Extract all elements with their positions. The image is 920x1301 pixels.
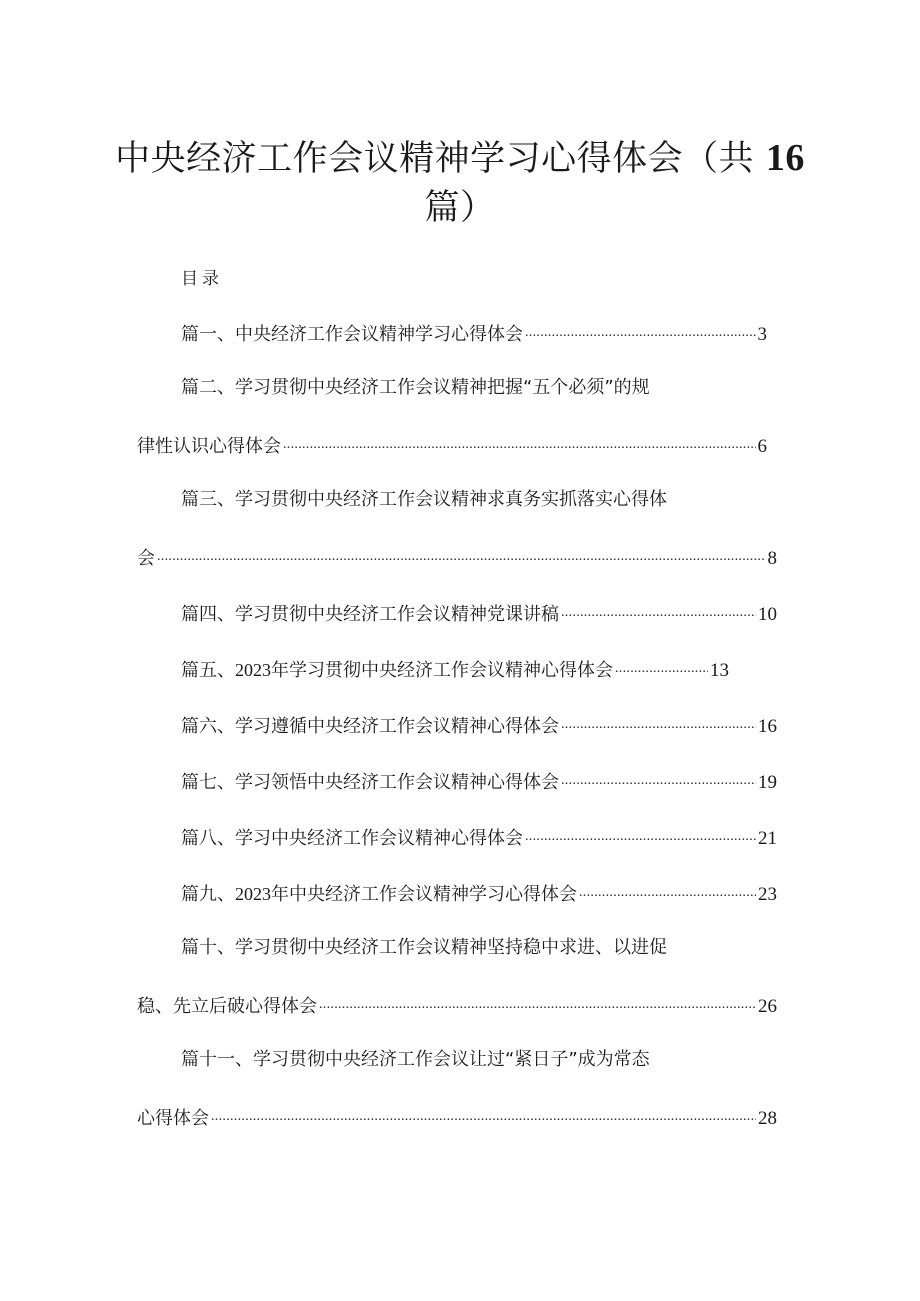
toc-entry-text: 年中央经济工作会议精神学习心得体会 <box>271 884 577 905</box>
toc-entry-11-line-1[interactable]: 篇十一、学习贯彻中央经济工作会议让过“紧日子”成为常态 <box>181 1049 650 1070</box>
toc-entry-2-line-1[interactable]: 篇二、学习贯彻中央经济工作会议精神把握“五个必须”的规 <box>181 377 650 398</box>
toc-entry-title: 稳、先立后破心得体会 <box>137 996 317 1017</box>
leader-dots <box>283 435 756 455</box>
toc-entry-page: 8 <box>767 548 777 569</box>
toc-entry-title <box>181 880 577 906</box>
toc-entry-text: 年学习贯彻中央经济工作会议精神心得体会 <box>271 660 613 681</box>
toc-entry-title <box>181 656 613 682</box>
toc-entry-title: 心得体会 <box>137 1108 209 1129</box>
toc-entry-page: 16 <box>758 716 777 737</box>
toc-entry-title: 篇一、中央经济工作会议精神学习心得体会 <box>181 324 523 345</box>
toc-entry-page: 3 <box>757 324 767 345</box>
toc-entry-page: 23 <box>758 884 777 905</box>
leader-dots <box>579 883 756 903</box>
toc-entry-page: 26 <box>758 996 777 1017</box>
toc-entry-prefix: 篇五、 <box>181 660 235 681</box>
toc-entry-page: 28 <box>758 1108 777 1129</box>
toc-heading: 目录 <box>181 269 223 289</box>
toc-entry-title: 篇七、学习领悟中央经济工作会议精神心得体会 <box>181 772 559 793</box>
leader-dots <box>615 659 708 679</box>
toc-entry-11[interactable] <box>137 1102 777 1130</box>
toc-entry-3-line-1[interactable]: 篇三、学习贯彻中央经济工作会议精神求真务实抓落实心得体 <box>181 489 667 510</box>
toc-entry-7[interactable] <box>181 766 777 794</box>
leader-dots <box>211 1107 756 1127</box>
toc-entry-5[interactable] <box>181 654 729 682</box>
toc-entry-9[interactable] <box>181 878 777 906</box>
page-title-line-2: 篇） <box>424 188 496 228</box>
toc-entry-page: 10 <box>758 604 777 625</box>
leader-dots <box>561 603 756 623</box>
toc-entry-2[interactable] <box>137 430 767 458</box>
toc-entry-prefix: 篇九、 <box>181 884 235 905</box>
leader-dots <box>561 771 756 791</box>
leader-dots <box>525 323 756 343</box>
title-text: 中央经济工作会议精神学习心得体会（共 <box>115 139 755 179</box>
toc-entry-page: 21 <box>758 828 777 849</box>
leader-dots <box>561 715 756 735</box>
toc-entry-8[interactable] <box>181 822 777 850</box>
toc-entry-3[interactable] <box>137 542 777 570</box>
toc-entry-page: 13 <box>710 660 729 681</box>
toc-entry-1[interactable] <box>181 318 767 346</box>
toc-entry-6[interactable] <box>181 710 777 738</box>
leader-dots <box>157 547 766 567</box>
page-title <box>110 134 810 183</box>
toc-entry-page: 6 <box>757 436 767 457</box>
toc-entry-title: 会 <box>137 548 155 569</box>
toc-entry-title: 篇八、学习中央经济工作会议精神心得体会 <box>181 828 523 849</box>
leader-dots <box>319 995 756 1015</box>
toc-entry-year: 2023 <box>235 660 271 680</box>
toc-entry-title: 篇四、学习贯彻中央经济工作会议精神党课讲稿 <box>181 604 559 625</box>
toc-entry-10-line-1[interactable]: 篇十、学习贯彻中央经济工作会议精神坚持稳中求进、以进促 <box>181 937 667 958</box>
toc-entry-title: 律性认识心得体会 <box>137 436 281 457</box>
toc-entry-10[interactable] <box>137 990 777 1018</box>
toc-entry-page: 19 <box>758 772 777 793</box>
leader-dots <box>525 827 756 847</box>
title-number: 16 <box>765 137 805 179</box>
toc-entry-4[interactable] <box>181 598 777 626</box>
toc-entry-title: 篇六、学习遵循中央经济工作会议精神心得体会 <box>181 716 559 737</box>
toc-entry-year: 2023 <box>235 884 271 904</box>
